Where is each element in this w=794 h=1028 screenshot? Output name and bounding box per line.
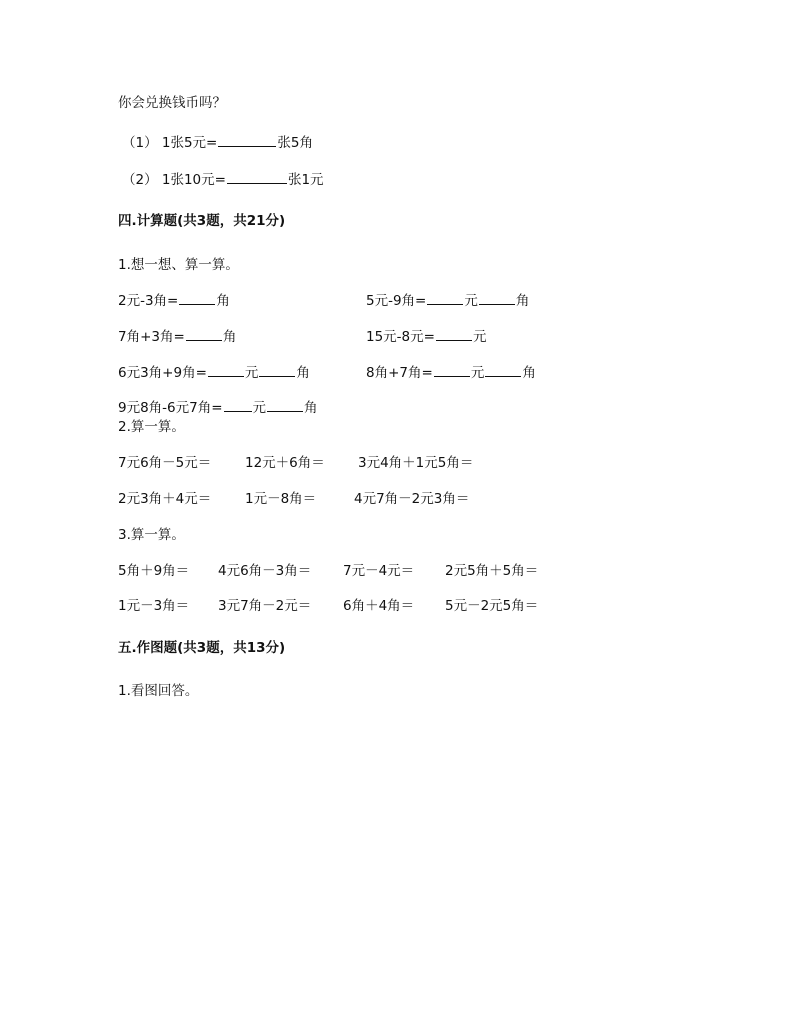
question-1-suffix: 张5角 xyxy=(277,135,313,151)
unit-label: 角 xyxy=(304,400,318,416)
calc-item: 6角＋4角＝ xyxy=(343,598,415,614)
calc-expression: 8角+7角= xyxy=(366,365,433,381)
exchange-question-1 xyxy=(122,133,313,152)
calc-item: 7元－4元＝ xyxy=(343,563,415,579)
calc-item: 2元3角＋4元＝ xyxy=(118,491,212,507)
calc-item: 5元－2元5角＝ xyxy=(445,598,539,614)
answer-blank[interactable] xyxy=(479,291,515,305)
answer-blank[interactable] xyxy=(436,327,472,341)
calc-item: 1元－3角＝ xyxy=(118,598,190,614)
answer-blank[interactable] xyxy=(224,398,252,412)
answer-blank[interactable] xyxy=(485,363,521,377)
section-5-heading: 五.作图题(共3题，共13分) xyxy=(118,640,286,656)
answer-blank[interactable] xyxy=(427,291,463,305)
calc-item xyxy=(118,327,236,346)
unit-label: 角 xyxy=(515,293,530,309)
answer-blank[interactable] xyxy=(186,327,222,341)
unit-label: 角 xyxy=(296,365,310,381)
calc-expression: 15元-8元= xyxy=(366,329,435,345)
unit-label: 角 xyxy=(522,365,536,381)
calc-item xyxy=(118,291,230,310)
unit-label: 元 xyxy=(252,400,267,416)
section-4-heading: 四.计算题(共3题，共21分) xyxy=(118,213,286,229)
intro-title: 你会兑换钱币吗？ xyxy=(118,95,226,111)
answer-blank[interactable] xyxy=(227,170,287,184)
calc-expression: 2元-3角= xyxy=(118,293,179,309)
calc-item: 7元6角－5元＝ xyxy=(118,455,212,471)
unit-label: 元 xyxy=(470,365,485,381)
calc-item xyxy=(366,363,536,382)
answer-blank[interactable] xyxy=(434,363,470,377)
calc-item: 12元＋6角＝ xyxy=(245,455,325,471)
unit-label: 角 xyxy=(216,293,230,309)
answer-blank[interactable] xyxy=(259,363,295,377)
calc-item: 2元5角＋5角＝ xyxy=(445,563,539,579)
calc-expression: 7角+3角= xyxy=(118,329,185,345)
calc-item xyxy=(366,327,486,346)
calc-item: 3元7角－2元＝ xyxy=(218,598,312,614)
calc-item xyxy=(118,398,318,417)
problem-1-title: 1.想一想、算一算。 xyxy=(118,257,239,273)
problem-3-title: 3.算一算。 xyxy=(118,527,185,543)
exchange-question-2 xyxy=(122,170,324,189)
unit-label: 元 xyxy=(472,329,487,345)
unit-label: 角 xyxy=(222,329,237,345)
calc-item: 5角＋9角＝ xyxy=(118,563,190,579)
problem-1-title: 1.看图回答。 xyxy=(118,683,199,699)
calc-item xyxy=(366,291,529,310)
problem-2-title: 2.算一算。 xyxy=(118,419,185,435)
unit-label: 元 xyxy=(464,293,478,309)
calc-item: 3元4角＋1元5角＝ xyxy=(358,455,474,471)
question-1-prefix: （1） 1张5元= xyxy=(122,135,218,151)
answer-blank[interactable] xyxy=(218,133,276,147)
question-2-prefix: （2） 1张10元= xyxy=(122,172,226,188)
answer-blank[interactable] xyxy=(179,291,215,305)
question-2-suffix: 张1元 xyxy=(287,172,324,188)
calc-expression: 6元3角+9角= xyxy=(118,365,207,381)
calc-item: 1元－8角＝ xyxy=(245,491,317,507)
calc-expression: 9元8角-6元7角= xyxy=(118,400,223,416)
calc-item xyxy=(118,363,310,382)
calc-expression: 5元-9角= xyxy=(366,293,427,309)
calc-item: 4元6角－3角＝ xyxy=(218,563,312,579)
calc-item: 4元7角－2元3角＝ xyxy=(354,491,470,507)
unit-label: 元 xyxy=(244,365,259,381)
answer-blank[interactable] xyxy=(267,398,303,412)
answer-blank[interactable] xyxy=(208,363,244,377)
